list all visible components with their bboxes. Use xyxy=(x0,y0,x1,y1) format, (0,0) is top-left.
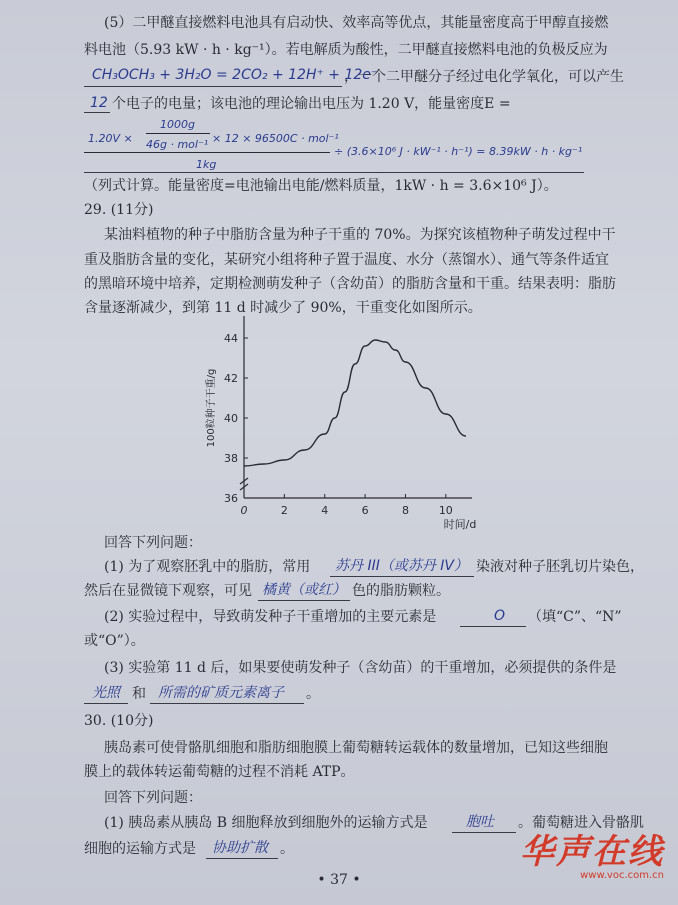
q29-s3-answer2: 所需的矿质元素离子 xyxy=(158,685,284,701)
fraction-tail: ÷ (3.6×10⁶ J · kW⁻¹ · h⁻¹) = 8.39kW · h · kg⁻¹ xyxy=(334,145,583,158)
s2-answer-underline xyxy=(460,626,526,627)
fraction-inner-num: 1000g xyxy=(160,118,195,131)
q30-answer-intro: 回答下列问题： xyxy=(104,790,202,806)
x-tick-label: 10 xyxy=(438,504,453,517)
equation-underline xyxy=(84,86,342,87)
s3-answer2-underline xyxy=(150,703,304,704)
fraction-inner-den: 46g · mol⁻¹ xyxy=(146,138,209,151)
q30-answer2-underline xyxy=(206,858,278,859)
q29-para2: 重及脂肪含量的变化，某研究小组将种子置于温度、水分（蒸馏水）、通气等条件适宜 xyxy=(84,252,609,268)
y-tick-label: 44 xyxy=(224,332,238,345)
q29-s1-answer2: 橘黄（或红） xyxy=(262,582,346,598)
q28-answer-12: 12 xyxy=(90,95,108,111)
q30-para2: 膜上的载体转运葡萄糖的过程不消耗 ATP。 xyxy=(84,764,355,780)
x-axis-label: 时间/d xyxy=(443,518,477,530)
q30-para1: 胰岛素可使骨骼肌细胞和脂肪细胞膜上葡萄糖转运载体的数量增加，已知这些细胞 xyxy=(104,740,608,756)
s3-answer1-underline xyxy=(84,703,128,704)
q28-line2: 料电池（5.93 kW · h · kg⁻¹）。若电解质为酸性，二甲醚直接燃料电池的负极反应为 xyxy=(84,42,608,58)
q29-s2-b: （填“C”、“N” xyxy=(528,609,622,625)
page-number: • 37 • xyxy=(317,872,361,888)
main-fraction-bar xyxy=(84,152,330,153)
q28-line3: ，一个二甲醚分子经过电化学氧化，可以产生 xyxy=(344,69,624,85)
s1-answer2-underline xyxy=(258,600,350,601)
q29-s2-a: (2) 实验过程中，导致萌发种子干重增加的主要元素是 xyxy=(104,609,437,625)
x-tick-label: 6 xyxy=(361,504,369,517)
y-axis-label: 100粒种子干重/g xyxy=(206,368,217,448)
q29-para3: 的黑暗环境中培养，定期检测萌发种子（含幼苗）的脂肪含量和干重。结果表明：脂肪 xyxy=(84,276,616,292)
watermark-url: www.voc.com.cn xyxy=(580,870,664,881)
q30-s1-answer2: 协助扩散 xyxy=(212,840,268,856)
q30-s1-d: 。 xyxy=(280,841,294,857)
q29-s1-d: 色的脂肪颗粒。 xyxy=(352,583,450,599)
x-tick-label: 0 xyxy=(240,504,248,517)
q30-title: 30. (10分) xyxy=(84,713,154,729)
q29-s3-a: (3) 实验第 11 d 后，如果要使萌发种子（含幼苗）的干重增加，必须提供的条件是 xyxy=(104,660,617,676)
q29-s1-answer1: 苏丹 III（或苏丹 IV） xyxy=(335,558,468,574)
q29-s2-answer: O xyxy=(494,608,506,624)
formula-underline xyxy=(84,172,584,173)
series-line xyxy=(244,340,466,466)
answer-12-underline xyxy=(84,112,110,113)
fraction-num-b: × 12 × 96500C · mol⁻¹ xyxy=(212,132,339,145)
q29-s1-a: (1) 为了观察胚乳中的脂肪，常用 xyxy=(104,559,311,575)
q30-s1-c: 细胞的运输方式是 xyxy=(84,841,196,857)
x-tick-label: 8 xyxy=(401,504,409,517)
y-tick-label: 36 xyxy=(224,492,238,505)
q28-line1: (5）二甲醚直接燃料电池具有启动快、效率高等优点，其能量密度高于甲醇直接燃 xyxy=(104,15,609,31)
q30-s1-answer1: 胞吐 xyxy=(466,814,494,830)
x-tick-label: 2 xyxy=(280,504,288,517)
y-tick-label: 38 xyxy=(224,452,238,465)
q29-s3-answer1: 光照 xyxy=(92,685,120,701)
q29-answer-intro: 回答下列问题： xyxy=(104,535,202,551)
inner-fraction-bar xyxy=(146,133,210,134)
q29-s1-b: 染液对种子胚乳切片染色， xyxy=(476,559,644,575)
q30-answer1-underline xyxy=(452,832,516,833)
watermark-logo xyxy=(520,834,664,881)
q29-s1-c: 然后在显微镜下观察，可见 xyxy=(84,583,252,599)
fraction-num-a: 1.20V × xyxy=(88,132,133,145)
fraction-den: 1kg xyxy=(196,158,217,171)
x-tick-label: 4 xyxy=(321,504,329,517)
q29-para1: 某油料植物的种子中脂肪含量为种子干重的 70%。为探究该植物种子萌发过程中干 xyxy=(104,227,616,243)
q29-s3-end: 。 xyxy=(306,686,320,702)
q29-s2-c: 或“O”）。 xyxy=(84,633,145,649)
y-tick-label: 42 xyxy=(224,372,238,385)
y-tick-label: 40 xyxy=(224,412,238,425)
q29-title: 29. (11分) xyxy=(84,202,154,218)
q29-para4: 含量逐渐减少，到第 11 d 时减少了 90%，干重变化如图所示。 xyxy=(84,300,482,316)
dry-weight-chart xyxy=(200,310,500,530)
q28-note: （列式计算。能量密度=电池输出电能/燃料质量，1kW · h = 3.6×10⁶ J）。 xyxy=(84,178,558,194)
q28-line4: 个电子的电量；该电池的理论输出电压为 1.20 V，能量密度E = xyxy=(112,96,511,112)
watermark-text: 华声在线 xyxy=(520,832,664,872)
q29-s3-and: 和 xyxy=(132,686,146,702)
q30-s1-b: 。葡萄糖进入骨骼肌 xyxy=(518,815,644,831)
q28-equation: CH₃OCH₃ + 3H₂O = 2CO₂ + 12H⁺ + 12e⁻ xyxy=(92,67,379,83)
q30-s1-a: (1) 胰岛素从胰岛 B 细胞释放到细胞外的运输方式是 xyxy=(104,815,428,831)
s1-answer1-underline xyxy=(330,576,474,577)
